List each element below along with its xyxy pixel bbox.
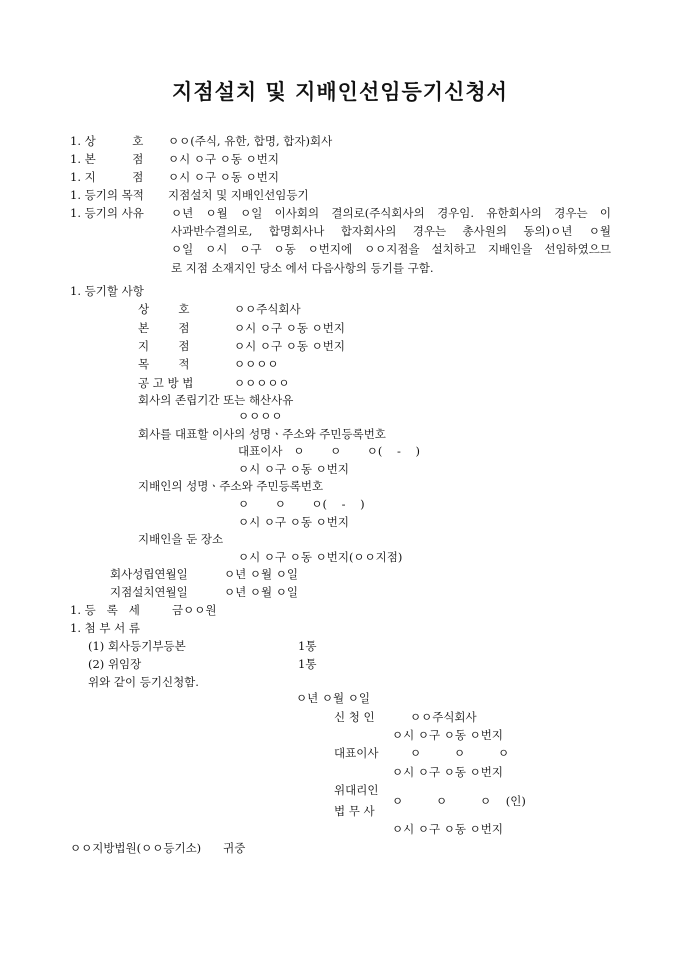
cause-label: 1. 등기의 사유 (70, 206, 144, 220)
matters-notice-value: ㅇㅇㅇㅇㅇ (234, 376, 290, 390)
trade-name-label: 1. 상 호 (70, 134, 144, 148)
closing-rep-label: 대표이사 (334, 746, 379, 760)
matters-manager-address: ㅇ시 ㅇ구 ㅇ동 ㅇ번지 (238, 515, 349, 529)
attachments-heading: 1. 첨 부 서 류 (70, 621, 141, 635)
matters-duration-value: ㅇㅇㅇㅇ (238, 409, 283, 423)
matters-head-office-value: ㅇ시 ㅇ구 ㅇ동 ㅇ번지 (234, 321, 345, 335)
cause-line-4: 로 지점 소재지인 당소 에서 다음사항의 등기를 구함. (171, 261, 434, 275)
closing-statement: 위와 같이 등기신청함. (88, 675, 199, 689)
matters-rep-address: ㅇ시 ㅇ구 ㅇ동 ㅇ번지 (238, 462, 349, 476)
head-office-value: ㅇ시 ㅇ구 ㅇ동 ㅇ번지 (168, 152, 279, 166)
head-office-label: 1. 본 점 (70, 152, 144, 166)
matters-office-value: ㅇ시 ㅇ구 ㅇ동 ㅇ번지(ㅇㅇ지점) (238, 550, 403, 564)
tax-label: 1. 등 록 세 (70, 603, 140, 617)
attachment-item-count: 1통 (298, 657, 317, 671)
tax-value: 금ㅇㅇ원 (172, 603, 217, 617)
matters-head-office-label: 본 점 (138, 321, 190, 335)
closing-rep-address: ㅇ시 ㅇ구 ㅇ동 ㅇ번지 (392, 765, 503, 779)
branch-label: 1. 지 점 (70, 170, 144, 184)
purpose-label: 1. 등기의 목적 (70, 188, 144, 202)
attachment-item-name: (2) 위임장 (88, 657, 142, 671)
matters-rep-name-line: 대표이사 ㅇ ㅇ ㅇ( - ) (238, 444, 421, 458)
matters-object-value: ㅇㅇㅇㅇ (234, 357, 279, 371)
matters-trade-name-label: 상 호 (138, 302, 190, 316)
matters-heading: 1. 등기할 사항 (70, 284, 144, 298)
matters-rep-label: 회사를 대표할 이사의 성명ㆍ주소와 주민등록번호 (138, 427, 386, 441)
document-title: 지점설치 및 지배인선임등기신청서 (172, 79, 508, 104)
matters-manager-name-line: ㅇ ㅇ ㅇ( - ) (238, 497, 365, 511)
matters-branch-label: 지 점 (138, 339, 190, 353)
matters-object-label: 목 적 (138, 357, 190, 371)
applicant-address: ㅇ시 ㅇ구 ㅇ동 ㅇ번지 (392, 728, 503, 742)
attachment-item-count: 1통 (298, 639, 317, 653)
purpose-value: 지점설치 및 지배인선임등기 (168, 188, 309, 202)
agent-label-2: 법 무 사 (334, 804, 375, 818)
agent-address: ㅇ시 ㅇ구 ㅇ동 ㅇ번지 (392, 822, 503, 836)
applicant-label: 신 청 인 (334, 710, 375, 724)
matters-branch-date-label: 지점설치연월일 (110, 585, 188, 599)
trade-name-value: ㅇㅇ(주식, 유한, 합명, 합자)회사 (168, 134, 333, 148)
closing-rep-name: ㅇ ㅇ ㅇ (410, 746, 510, 760)
matters-branch-date-value: ㅇ년 ㅇ월 ㅇ일 (224, 585, 298, 599)
matters-founded-value: ㅇ년 ㅇ월 ㅇ일 (224, 567, 298, 581)
agent-label-1: 위대리인 (334, 783, 379, 797)
matters-branch-value: ㅇ시 ㅇ구 ㅇ동 ㅇ번지 (234, 339, 345, 353)
cause-line-2: 사과반수결의로, 합명회사나 합자회사의 경우는 총사원의 동의)ㅇ년 ㅇ월 (171, 224, 611, 238)
closing-date: ㅇ년 ㅇ월 ㅇ일 (296, 691, 370, 705)
cause-line-1: ㅇ년 ㅇ월 ㅇ일 이사회의 결의로(주식회사의 경우임. 유한회사의 경우는 이 (171, 206, 611, 220)
matters-manager-label: 지배인의 성명ㆍ주소와 주민등록번호 (138, 479, 324, 493)
matters-trade-name-value: ㅇㅇ주식회사 (234, 302, 301, 316)
agent-name: ㅇ ㅇ ㅇ (인) (392, 794, 526, 808)
matters-duration-label: 회사의 존립기간 또는 해산사유 (138, 393, 294, 407)
matters-office-label: 지배인을 둔 장소 (138, 532, 224, 546)
attachment-item-name: (1) 회사등기부등본 (88, 639, 186, 653)
court-addressee: ㅇㅇ지방법원(ㅇㅇ등기소) 귀중 (70, 841, 246, 855)
applicant-value: ㅇㅇ주식회사 (410, 710, 477, 724)
matters-founded-label: 회사성립연월일 (110, 567, 188, 581)
branch-value: ㅇ시 ㅇ구 ㅇ동 ㅇ번지 (168, 170, 279, 184)
matters-notice-label: 공 고 방 법 (138, 376, 194, 390)
cause-line-3: ㅇ일 ㅇ시 ㅇ구 ㅇ동 ㅇ번지에 ㅇㅇ지점을 설치하고 지배인을 선임하였으므 (171, 242, 611, 256)
